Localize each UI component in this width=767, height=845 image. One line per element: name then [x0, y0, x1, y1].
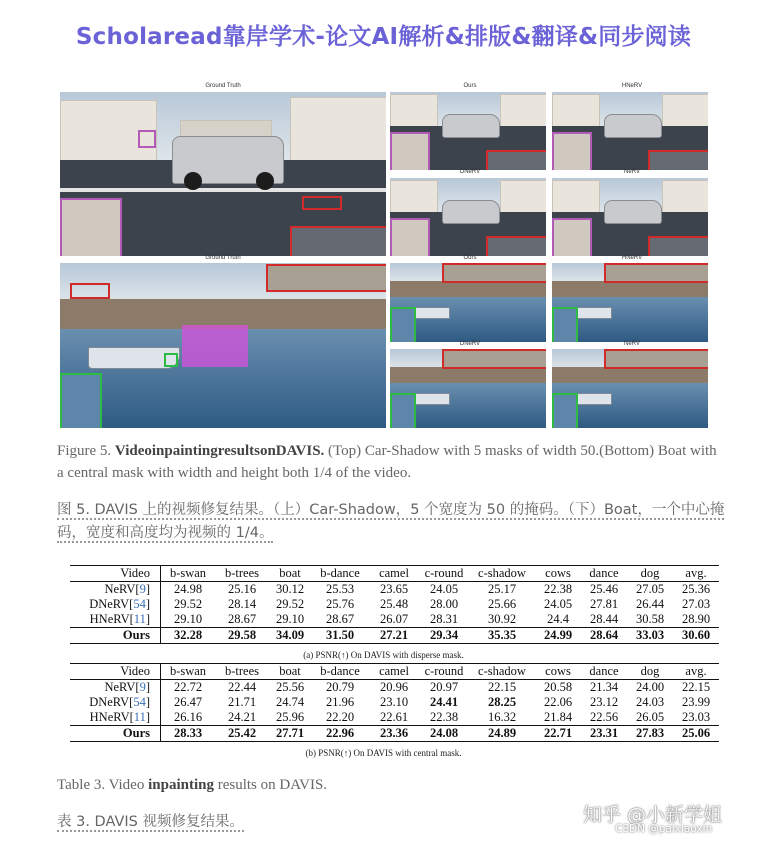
column-header: camel — [369, 566, 419, 582]
table-cell: 29.10 — [173, 612, 203, 626]
table-cell: 22.15 — [487, 680, 517, 694]
row-method-name: DNeRV[54] — [70, 695, 161, 710]
figure-translation — [57, 499, 724, 545]
table-cell: 25.06 — [673, 726, 719, 742]
table-b-caption: (b) PSNR(↑) On DAVIS with central mask. — [305, 748, 462, 758]
table-cell: 30.92 — [487, 612, 517, 626]
table-cell: 26.44 — [635, 597, 665, 611]
table-cell: 22.56 — [589, 710, 619, 724]
table-caption-suffix: results on DAVIS. — [213, 777, 328, 793]
table-cell: 21.71 — [227, 695, 257, 709]
table-cell: 28.67 — [325, 612, 355, 626]
table-row — [70, 582, 719, 598]
table-cell: 23.31 — [581, 726, 627, 742]
table-cell: 27.71 — [269, 726, 311, 742]
caption-hnerv-bottom: HNeRV — [621, 255, 643, 261]
column-header: dog — [627, 566, 673, 582]
caption-dnerv-top: DNeRV — [459, 169, 481, 175]
table-cell: 28.67 — [227, 612, 257, 626]
column-header: Video — [70, 664, 161, 680]
table-cell: 16.32 — [487, 710, 517, 724]
table-cell: 22.61 — [379, 710, 409, 724]
caption-nerv-bottom: NeRV — [624, 341, 640, 347]
table-cell: 32.28 — [161, 628, 216, 644]
caption-ours-bottom: Ours — [463, 255, 477, 261]
table-cell: 24.21 — [227, 710, 257, 724]
table-cell: 25.46 — [589, 582, 619, 596]
table-cell: 28.33 — [161, 726, 216, 742]
table-cell: 21.84 — [543, 710, 573, 724]
table-row — [70, 710, 719, 726]
table-cell: 24.4 — [547, 612, 569, 626]
table-row — [70, 597, 719, 612]
table-cell: 28.90 — [681, 612, 711, 626]
column-header: dance — [581, 566, 627, 582]
table-cell: 28.31 — [429, 612, 459, 626]
table-cell: 23.12 — [589, 695, 619, 709]
table-cell: 22.96 — [311, 726, 369, 742]
column-header: camel — [369, 664, 419, 680]
car-nerv-panel — [552, 178, 708, 256]
table-translation — [57, 811, 244, 834]
table-cell: 26.07 — [379, 612, 409, 626]
method-label: Ours — [122, 726, 150, 740]
table-cell: 27.81 — [589, 597, 619, 611]
table-cell: 28.25 — [487, 695, 517, 709]
row-method-name: NeRV[9] — [70, 680, 161, 696]
table-cell: 20.97 — [429, 680, 459, 694]
column-header: dance — [581, 664, 627, 680]
zhihu-watermark: 知乎 @小新学姐 — [583, 804, 723, 826]
table-cell: 26.05 — [635, 710, 665, 724]
table-cell: 22.20 — [325, 710, 355, 724]
table-cell: 28.44 — [589, 612, 619, 626]
table-cell: 24.74 — [275, 695, 305, 709]
table-cell: 26.16 — [173, 710, 203, 724]
column-header: b-swan — [161, 566, 216, 582]
method-label: HNeRV — [89, 612, 130, 626]
boat-nerv-panel — [552, 349, 708, 428]
row-method-name: HNeRV[11] — [70, 612, 161, 628]
csdn-watermark: CSDN @paixiaoxin — [615, 823, 713, 835]
table-cell: 26.47 — [173, 695, 203, 709]
table-cell: 30.58 — [635, 612, 665, 626]
table-cell: 22.38 — [543, 582, 573, 596]
row-method-name — [70, 628, 161, 644]
results-table-disperse — [70, 565, 719, 644]
column-header: b-swan — [161, 664, 216, 680]
column-header: avg. — [673, 566, 719, 582]
row-method-name: DNeRV[54] — [70, 597, 161, 612]
car-hnerv-panel — [552, 92, 708, 170]
table-cell: 31.50 — [311, 628, 369, 644]
table-cell: 25.66 — [487, 597, 517, 611]
table-cell: 28.14 — [227, 597, 257, 611]
table-cell: 25.17 — [487, 582, 517, 596]
method-label: NeRV — [104, 680, 136, 694]
table-cell: 20.96 — [379, 680, 409, 694]
table-cell: 24.00 — [635, 680, 665, 694]
table-cell: 29.58 — [215, 628, 269, 644]
table-cell: 22.44 — [227, 680, 257, 694]
method-label: DNeRV — [89, 597, 130, 611]
table-cell: 23.36 — [369, 726, 419, 742]
table-cell: 23.03 — [681, 710, 711, 724]
table-cell: 24.89 — [469, 726, 535, 742]
row-method-name: NeRV[9] — [70, 582, 161, 598]
table-cell: 25.36 — [681, 582, 711, 596]
table-cell: 24.08 — [419, 726, 469, 742]
column-header: Video — [70, 566, 161, 582]
column-header: boat — [269, 664, 311, 680]
table-cell: 24.99 — [535, 628, 581, 644]
table-cell: 25.48 — [379, 597, 409, 611]
table-cell: 22.71 — [535, 726, 581, 742]
table-cell: 25.53 — [325, 582, 355, 596]
table-cell: 27.83 — [627, 726, 673, 742]
column-header: c-round — [419, 566, 469, 582]
table-header-row — [70, 566, 719, 582]
table-header-row — [70, 664, 719, 680]
column-header: c-round — [419, 664, 469, 680]
table-a-caption: (a) PSNR(↑) On DAVIS with disperse mask. — [303, 650, 464, 660]
table-cell: 28.64 — [581, 628, 627, 644]
caption-ours-top: Ours — [463, 83, 477, 89]
table-cell: 24.05 — [429, 582, 459, 596]
column-header: c-shadow — [469, 566, 535, 582]
caption-dnerv-bottom: DNeRV — [459, 341, 481, 347]
caption-hnerv-top: HNeRV — [621, 83, 643, 89]
figure-5-image — [58, 83, 710, 428]
method-label: HNeRV — [89, 710, 130, 724]
table-cell: 29.34 — [419, 628, 469, 644]
table-row — [70, 628, 719, 644]
table-row — [70, 726, 719, 742]
table-cell: 22.38 — [429, 710, 459, 724]
table-cell: 20.58 — [543, 680, 573, 694]
table-cell: 23.65 — [379, 582, 409, 596]
boat-gt-panel — [60, 263, 386, 428]
table-caption-bold: inpainting — [148, 777, 214, 793]
table-cell: 23.10 — [379, 695, 409, 709]
table-cell: 33.03 — [627, 628, 673, 644]
table-cell: 29.52 — [173, 597, 203, 611]
column-header: cows — [535, 664, 581, 680]
figure-caption-text: (Top) Car-Shadow with 5 masks of width 50.(Bottom) Boat with a central mask with width and height both 1/4 of the video. — [57, 443, 717, 481]
table-row — [70, 612, 719, 628]
method-label: NeRV — [104, 582, 136, 596]
table-cell: 28.00 — [429, 597, 459, 611]
table-cell: 24.03 — [635, 695, 665, 709]
table-row — [70, 680, 719, 696]
column-header: dog — [627, 664, 673, 680]
citation-link[interactable]: 11 — [133, 612, 146, 626]
car-gt-panel — [60, 92, 386, 256]
table-cell: 24.05 — [543, 597, 573, 611]
table-cell: 27.05 — [635, 582, 665, 596]
table-cell: 24.98 — [173, 582, 203, 596]
table-cell: 22.15 — [681, 680, 711, 694]
table-row — [70, 695, 719, 710]
figure-caption-bold: VideoinpaintingresultsonDAVIS. — [114, 443, 325, 459]
table-cell: 25.76 — [325, 597, 355, 611]
method-label: Ours — [122, 628, 150, 642]
figure-caption — [57, 440, 717, 484]
results-table-central — [70, 663, 719, 742]
caption-gt-bottom: Ground Truth — [205, 255, 241, 261]
table-cell: 21.34 — [589, 680, 619, 694]
column-header: b-trees — [215, 664, 269, 680]
citation-link[interactable]: 54 — [133, 695, 146, 709]
citation-link[interactable]: 9 — [139, 582, 146, 596]
column-header: b-dance — [311, 566, 369, 582]
column-header: b-dance — [311, 664, 369, 680]
row-method-name — [70, 726, 161, 742]
table-cell: 25.42 — [215, 726, 269, 742]
table-cell: 23.99 — [681, 695, 711, 709]
table-cell: 30.60 — [673, 628, 719, 644]
boat-hnerv-panel — [552, 263, 708, 342]
car-dnerv-panel — [390, 178, 546, 256]
table-cell: 22.72 — [173, 680, 203, 694]
table-translation-text: 表 3. DAVIS 视频修复结果。 — [57, 814, 244, 830]
table-cell: 21.96 — [325, 695, 355, 709]
table-cell: 22.06 — [543, 695, 573, 709]
scholaread-banner: Scholaread靠岸学术-论文AI解析&排版&翻译&同步阅读 — [75, 24, 692, 50]
figure-translation-line1: 图 5. DAVIS 上的视频修复结果。（上）Car-Shadow，5 个宽度为 50 的掩码。（下）Boat，一个中心掩 — [57, 502, 725, 518]
table-cell: 27.03 — [681, 597, 711, 611]
table-cell: 35.35 — [469, 628, 535, 644]
table-cell: 20.79 — [325, 680, 355, 694]
table-cell: 25.16 — [227, 582, 257, 596]
table-cell: 24.41 — [429, 695, 459, 709]
table-cell: 29.10 — [275, 612, 305, 626]
citation-link[interactable]: 9 — [139, 680, 146, 694]
table-cell: 25.56 — [275, 680, 305, 694]
boat-dnerv-panel — [390, 349, 546, 428]
figure-translation-line2: 码，宽度和高度均为视频的 1/4。 — [57, 525, 274, 541]
method-label: DNeRV — [89, 695, 130, 709]
table-cell: 30.12 — [275, 582, 305, 596]
figure-caption-label: Figure 5. — [57, 443, 112, 459]
column-header: b-trees — [215, 566, 269, 582]
table-cell: 25.96 — [275, 710, 305, 724]
caption-nerv-top: NeRV — [624, 169, 640, 175]
caption-gt-top: Ground Truth — [205, 83, 241, 89]
table-cell: 34.09 — [269, 628, 311, 644]
row-method-name: HNeRV[11] — [70, 710, 161, 726]
table-cell: 29.52 — [275, 597, 305, 611]
boat-ours-panel — [390, 263, 546, 342]
citation-link[interactable]: 54 — [133, 597, 146, 611]
column-header: boat — [269, 566, 311, 582]
table-caption-prefix: Table 3. Video — [57, 777, 149, 793]
citation-link[interactable]: 11 — [133, 710, 146, 724]
table-caption — [57, 777, 327, 794]
car-ours-panel — [390, 92, 546, 170]
column-header: cows — [535, 566, 581, 582]
table-cell: 27.21 — [369, 628, 419, 644]
column-header: c-shadow — [469, 664, 535, 680]
column-header: avg. — [673, 664, 719, 680]
